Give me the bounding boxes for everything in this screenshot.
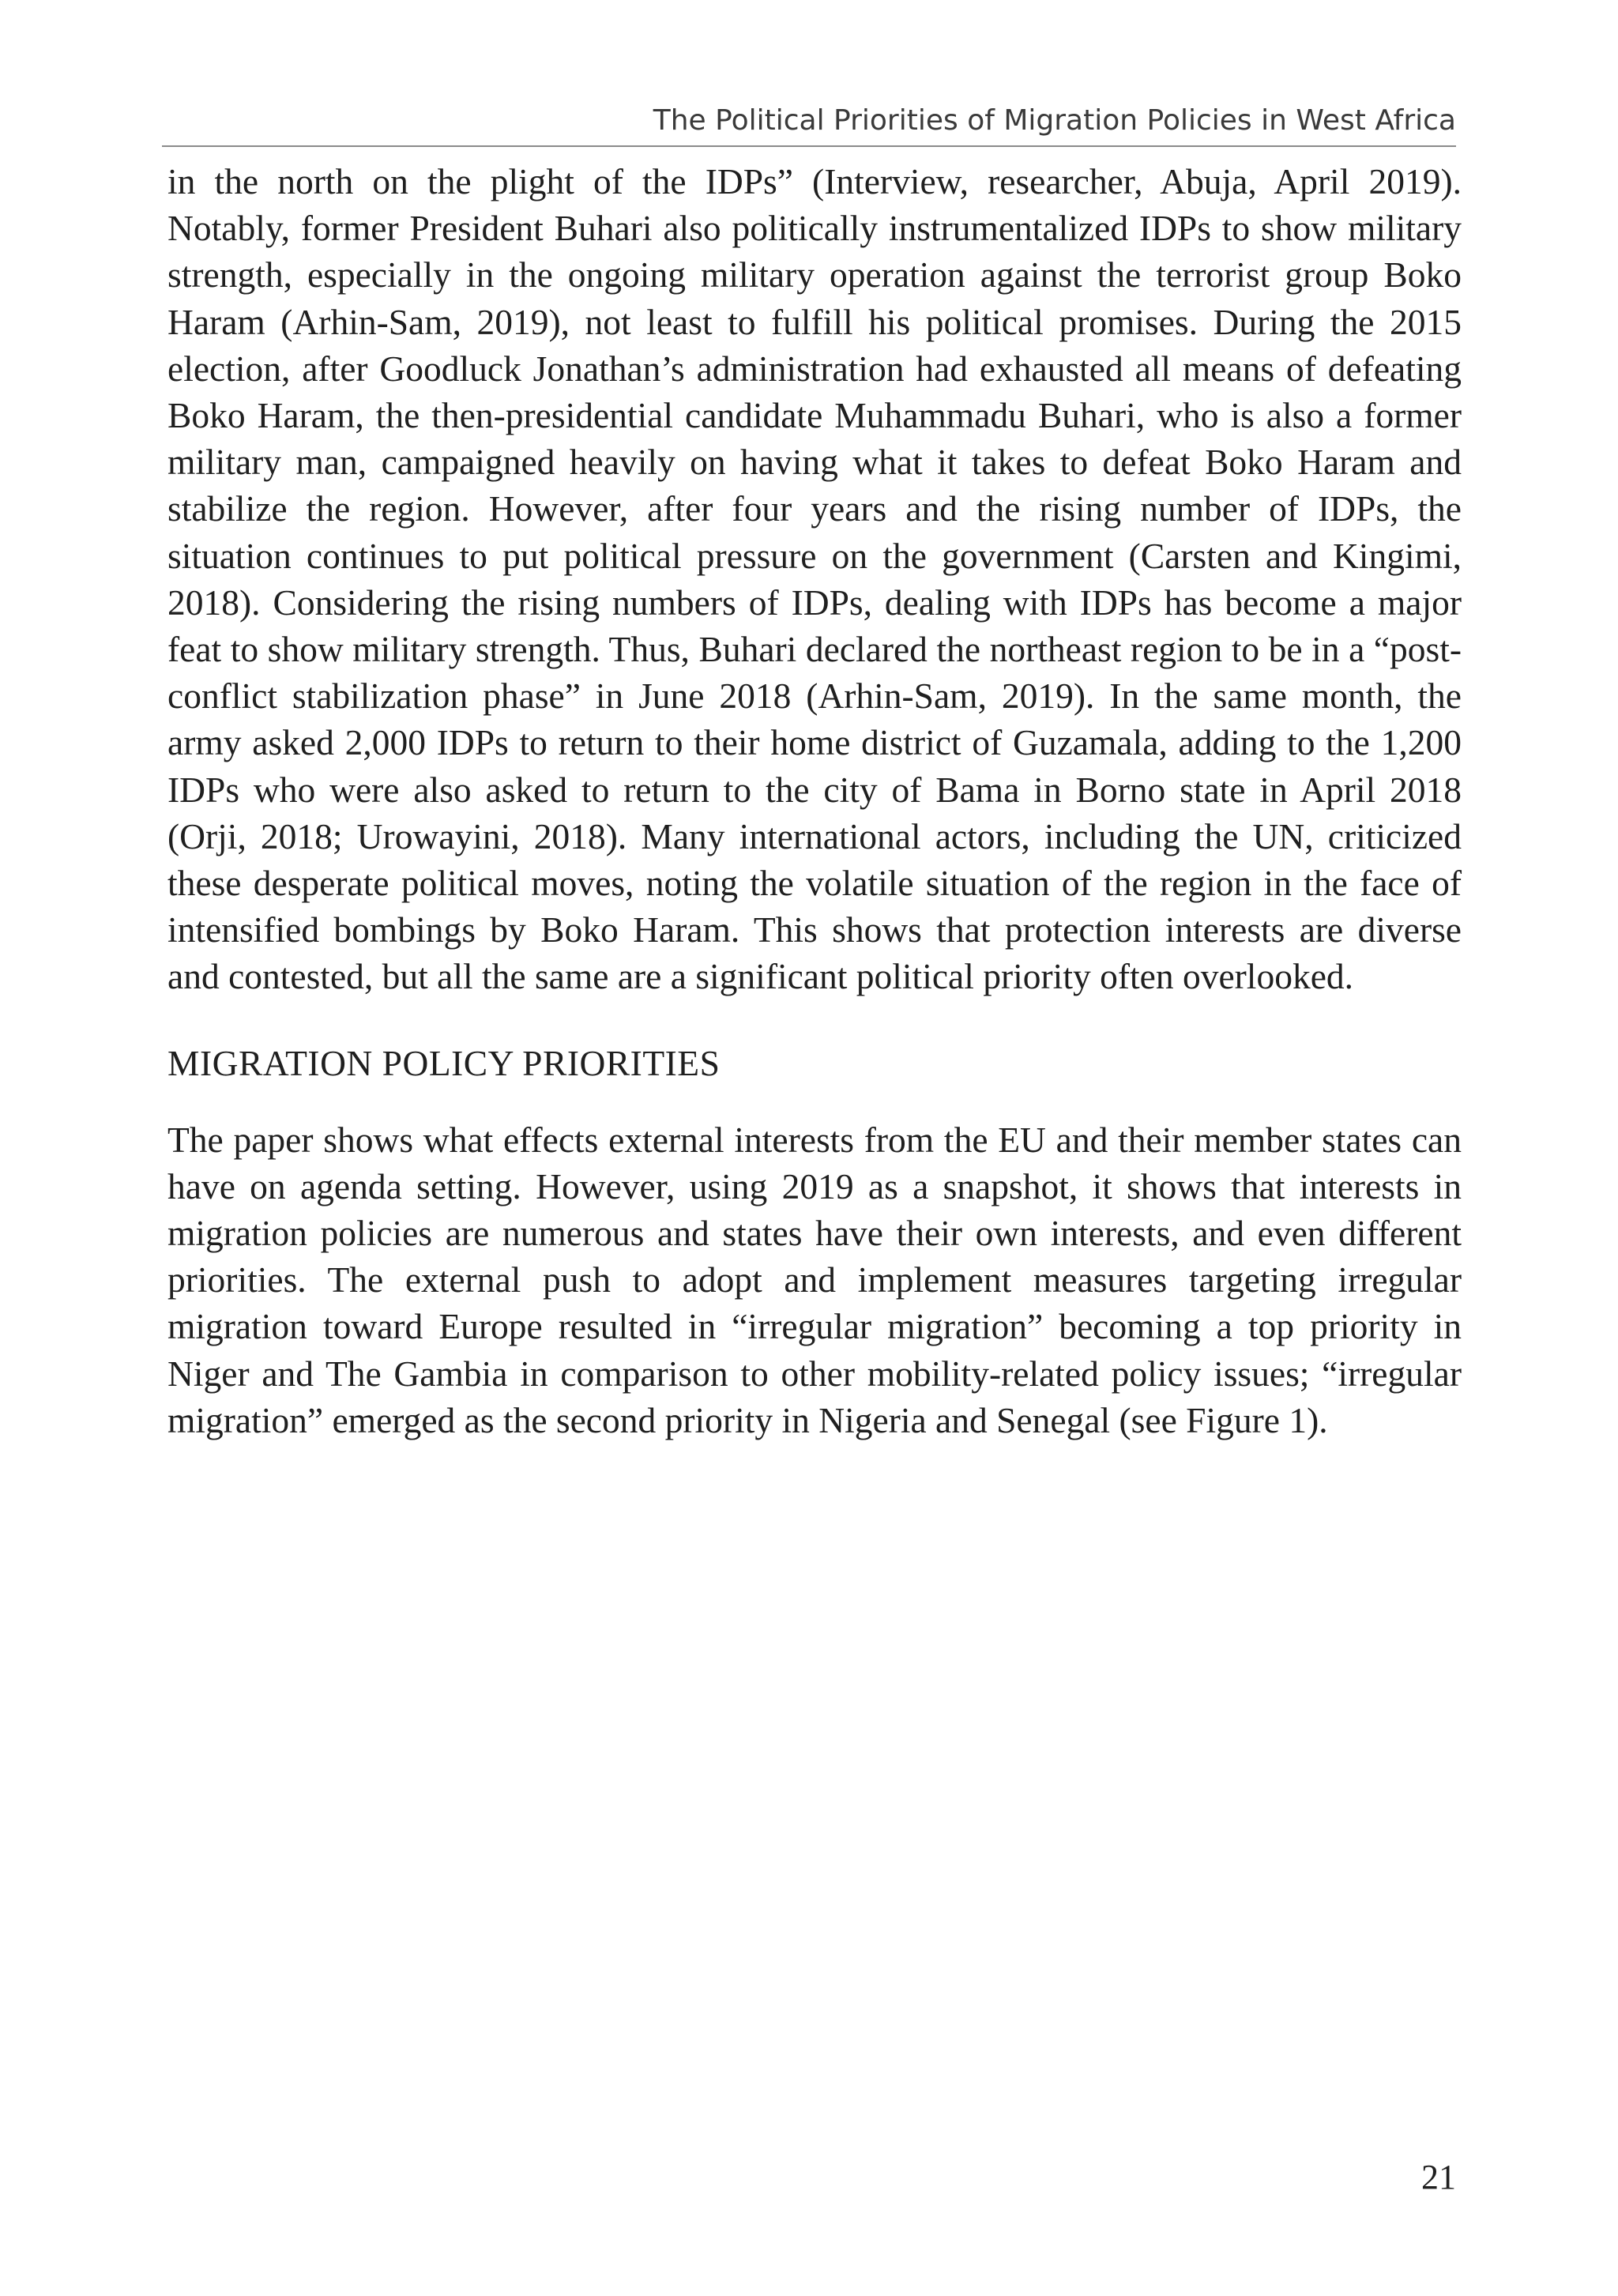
page-body [167, 158, 1462, 1443]
running-header [162, 96, 1456, 147]
body-paragraph-1: in the north on the plight of the IDPs” (Interview, researcher, Abuja, April 2019). Notably, former President Buhari also politically instrumentalized IDPs to show military strength, especially in the ongoing military operation against the terrorist group Boko Haram (Arhin-Sam, 2019), not least to fulfill his political promises. During the 2015 election, after Goodluck Jonathan’s administration had exhausted all means of defeating Boko Haram, the then-presidential candidate Muhammadu Buhari, who is also a former military man, campaigned heavily on having what it takes to defeat Boko Haram and stabilize the region. However, after four years and the rising number of IDPs, the situation continues to put political pressure on the government (Carsten and Kingimi, 2018). Considering the rising numbers of IDPs, dealing with IDPs has become a major feat to show military strength. Thus, Buhari declared the northeast region to be in a “post-conflict stabilization phase” in June 2018 (Arhin-Sam, 2019). In the same month, the army asked 2,000 IDPs to return to their home district of Guzamala, adding to the 1,200 IDPs who were also asked to return to the city of Bama in Borno state in April 2018 (Orji, 2018; Urowayini, 2018). Many international actors, including the UN, criticized these desperate political moves, noting the volatile situation of the region in the face of intensified bombings by Boko Haram. This shows that protection interests are diverse and contested, but all the same are a significant political priority often overlooked. [167, 161, 1462, 997]
section-heading: MIGRATION POLICY PRIORITIES [167, 1042, 721, 1083]
page-number: 21 [1421, 2158, 1456, 2196]
running-title: The Political Priorities of Migration Policies in West Africa [653, 104, 1456, 137]
body-paragraph-2: The paper shows what effects external interests from the EU and their member states can have on agenda setting. However, using 2019 as a snapshot, it shows that interests in migration policies are numerous and states have their own interests, and even different priorities. The external push to adopt and implement measures targeting irregular migration toward Europe resulted in “irregular migration” becoming a top priority in Niger and The Gambia in comparison to other mobility-related policy issues; “irregular migration” emerged as the second priority in Nigeria and Senegal (see Figure 1). [167, 1119, 1462, 1440]
